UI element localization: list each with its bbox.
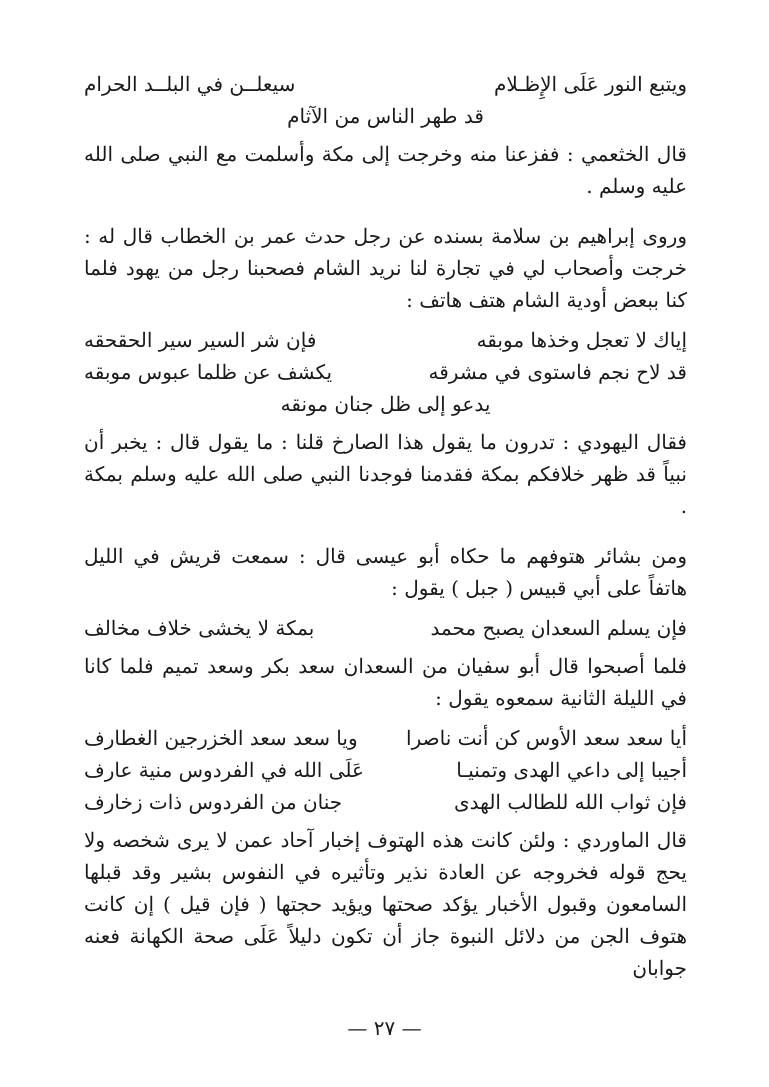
verse-line: قد طهر الناس من الآثام [287,104,484,128]
paragraph: وروى إبراهيم بن سلامة بسنده عن رجل حدث عمر بن الخطاب قال له : خرجت وأصحاب لي في تجارة لنا نريد الشام فصحبنا رجل من يهود فلما كنا ببعض أودية الشام هتف هاتف : [84,224,687,312]
verse-hemistich: أيا سعد سعد الأوس كن أنت ناصرا [406,726,687,750]
verse-hemistich: يكشف عن ظلما عبوس موبقه [84,360,333,384]
verse-block-1 [84,68,687,132]
paragraph: قال الماوردي : ولئن كانت هذه الهتوف إخبار آحاد عمن لا يرى شخصه ولا يحج قوله فخروجه عن العادة نذير وتأثيره في النفوس بشير وقد قبلها السامعون وقبول الأخبار يؤكد صحتها ويؤيد حجتها ( فإن قيل ) إن كانت هتوف الجن من دلائل النبوة جاز أن تكون دليلاً عَلَى صحة الكهانة فعنه جوابان [84,828,687,980]
verse-line: يدعو إلى ظل جنان مونقه [280,392,491,416]
verse-hemistich: فإن يسلم السعدان يصبح محمد [430,616,687,640]
verse-row [84,612,687,644]
verse-row [84,754,687,786]
text-body [84,68,687,992]
verse-hemistich: فإن شر السير سير الحقحقه [84,328,317,352]
page-number: — ٢٧ — [347,1016,422,1040]
verse-hemistich: ويتبع النور عَلَى الإِظـلام [494,72,687,96]
verse-row [84,324,687,356]
verse-hemistich: جنان من الفردوس ذات زخارف [84,790,343,814]
spacer [84,530,687,540]
spacer [84,210,687,220]
verse-hemistich: إياك لا تعجل وخذها موبقه [476,328,687,352]
verse-hemistich: ويا سعد سعد الخزرجين الغطارف [84,726,358,750]
verse-row [84,786,687,818]
verse-hemistich: أجيبا إلى داعي الهدى وتمنيـا [456,758,687,782]
verse-block-2 [84,324,687,420]
verse-row [84,722,687,754]
verse-hemistich: قد لاح نجم فاستوى في مشرقه [428,360,687,384]
verse-row [84,356,687,388]
paragraph: فلما أصبحوا قال أبو سفيان من السعدان سعد بكر وسعد تميم فلما كانا في الليلة الثانية سمعوه يقول : [84,654,687,710]
verse-row [84,68,687,100]
paragraph: فقال اليهودي : تدرون ما يقول هذا الصارخ قلنا : ما يقول قال : يخبر أن نبياً قد ظهر خلافكم بمكة فقدمنا فوجدنا النبي صلى الله عليه وسلم بمكة . [84,430,687,518]
verse-hemistich: بمكة لا يخشى خلاف مخالف [84,616,315,640]
verse-block-4 [84,722,687,818]
verse-hemistich: عَلَى الله في الفردوس منية عارف [84,758,364,782]
paragraph: قال الخثعمي : ففزعنا منه وخرجت إلى مكة وأسلمت مع النبي صلى الله عليه وسلم . [84,142,687,198]
verse-block-3 [84,612,687,644]
verse-hemistich: فإن ثواب الله للطالب الهدى [453,790,687,814]
verse-hemistich: سيعلــن في البلــد الحرام [84,72,296,96]
paragraph: ومن بشائر هتوفهم ما حكاه أبو عيسى قال : سمعت قريش في الليل هاتفاً على أبي قبيس ( جبل ) يقول : [84,544,687,600]
